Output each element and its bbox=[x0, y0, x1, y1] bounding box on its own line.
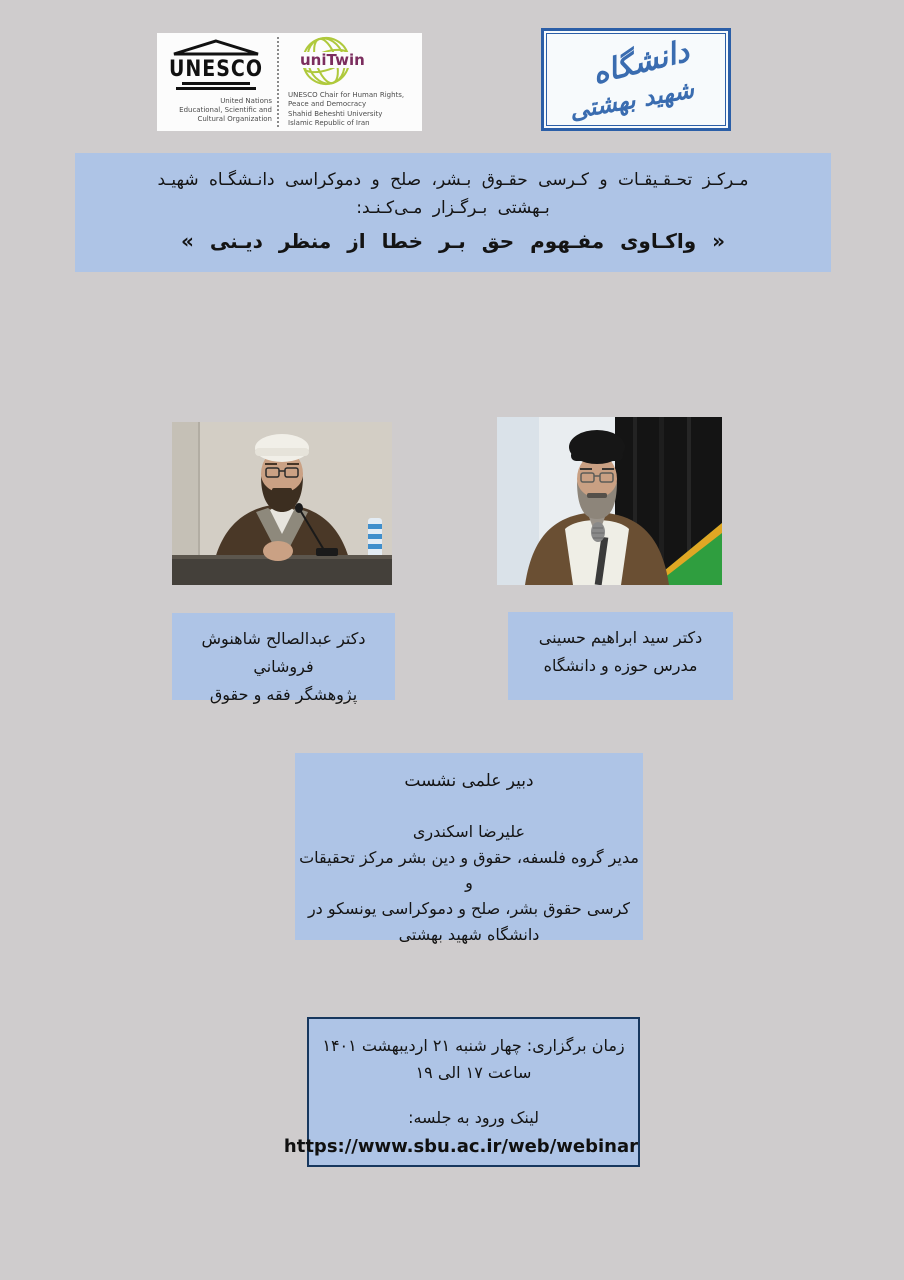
unesco-caption-line: Educational, Scientific and bbox=[179, 105, 272, 114]
speaker-photo-left bbox=[172, 422, 392, 585]
unesco-caption bbox=[160, 97, 272, 123]
schedule-link-label: لینک ورود به جلسه: bbox=[408, 1108, 539, 1128]
svg-text:UNESCO: UNESCO bbox=[168, 55, 264, 82]
speaker-left-name: دکتر عبدالصالح شاهنوش فروشاني bbox=[201, 629, 366, 676]
banner-line-1: مـرکـز تحـقـیقـات و کـرسی حقـوق بـشر، صلح و دموکراسی دانـشگـاه شهیـد bbox=[157, 170, 749, 190]
secretary-name: علیرضا اسکندری bbox=[412, 822, 526, 842]
svg-text:شهید بهشتی: شهید بهشتی bbox=[567, 75, 696, 125]
secretary-desc-line: دانشگاه شهید بهشتی bbox=[398, 924, 540, 944]
speaker-right-role: مدرس حوزه و دانشگاه bbox=[543, 656, 698, 675]
schedule-datetime-line1: زمان برگزاری: چهار شنبه ۲۱ اردیبهشت ۱۴۰۱ bbox=[322, 1036, 625, 1055]
unitwin-globe-icon bbox=[288, 35, 418, 91]
speaker-caption-right bbox=[508, 612, 733, 700]
sbu-logo-inner-frame bbox=[546, 33, 726, 126]
unesco-temple-icon bbox=[168, 39, 264, 95]
sbu-logo bbox=[541, 28, 731, 131]
speaker-caption-left bbox=[172, 613, 395, 704]
schedule-datetime-line2: ساعت ۱۷ الی ۱۹ bbox=[415, 1063, 532, 1083]
secretary-box bbox=[295, 753, 643, 944]
event-title: « واکـاوی مفـهوم حق بـر خطا از منظر دیـنی » bbox=[180, 229, 726, 254]
chair-caption-line: Peace and Democracy bbox=[288, 100, 367, 109]
speaker-left-role: پژوهشگر فقه و حقوق bbox=[209, 685, 358, 704]
svg-text:دانشگاه: دانشگاه bbox=[588, 34, 693, 92]
event-banner bbox=[75, 153, 831, 272]
schedule-box bbox=[283, 1017, 640, 1167]
secretary-desc-line: کرسی حقوق بشر، صلح و دموکراسی یونسکو در bbox=[307, 898, 631, 918]
unesco-unitwin-block bbox=[157, 33, 422, 131]
chair-caption-line: Islamic Republic of Iran bbox=[288, 119, 370, 128]
unesco-chair-caption bbox=[288, 91, 418, 129]
chair-caption-line: Shahid Beheshti University bbox=[288, 109, 383, 118]
logo-divider bbox=[277, 37, 280, 127]
speaker-photo-right bbox=[497, 417, 722, 585]
sbu-calligraphy-icon bbox=[547, 34, 726, 126]
chair-caption-line: UNESCO Chair for Human Rights, bbox=[288, 91, 405, 99]
unitwin-wordmark: uniTwin bbox=[300, 51, 365, 69]
banner-line-2: بـهشتی بـرگـزار مـی‌کـنـد: bbox=[356, 198, 550, 219]
speaker-right-name: دکتر سید ابراهیم حسینی bbox=[538, 628, 703, 647]
webinar-link[interactable]: https://www.sbu.ac.ir/web/webinar bbox=[283, 1135, 638, 1157]
secretary-desc-line: مدیر گروه فلسفه، حقوق و دین بشر مرکز تحقیقات و bbox=[299, 847, 639, 893]
secretary-heading: دبیر علمی نشست bbox=[404, 771, 534, 791]
speaker-right-illustration bbox=[497, 417, 722, 585]
unesco-caption-line: United Nations bbox=[220, 97, 272, 105]
unitwin-logo-section bbox=[282, 33, 422, 131]
speaker-left-illustration bbox=[172, 422, 392, 585]
unesco-logo-section bbox=[157, 33, 275, 131]
unesco-caption-line: Cultural Organization bbox=[197, 114, 272, 123]
